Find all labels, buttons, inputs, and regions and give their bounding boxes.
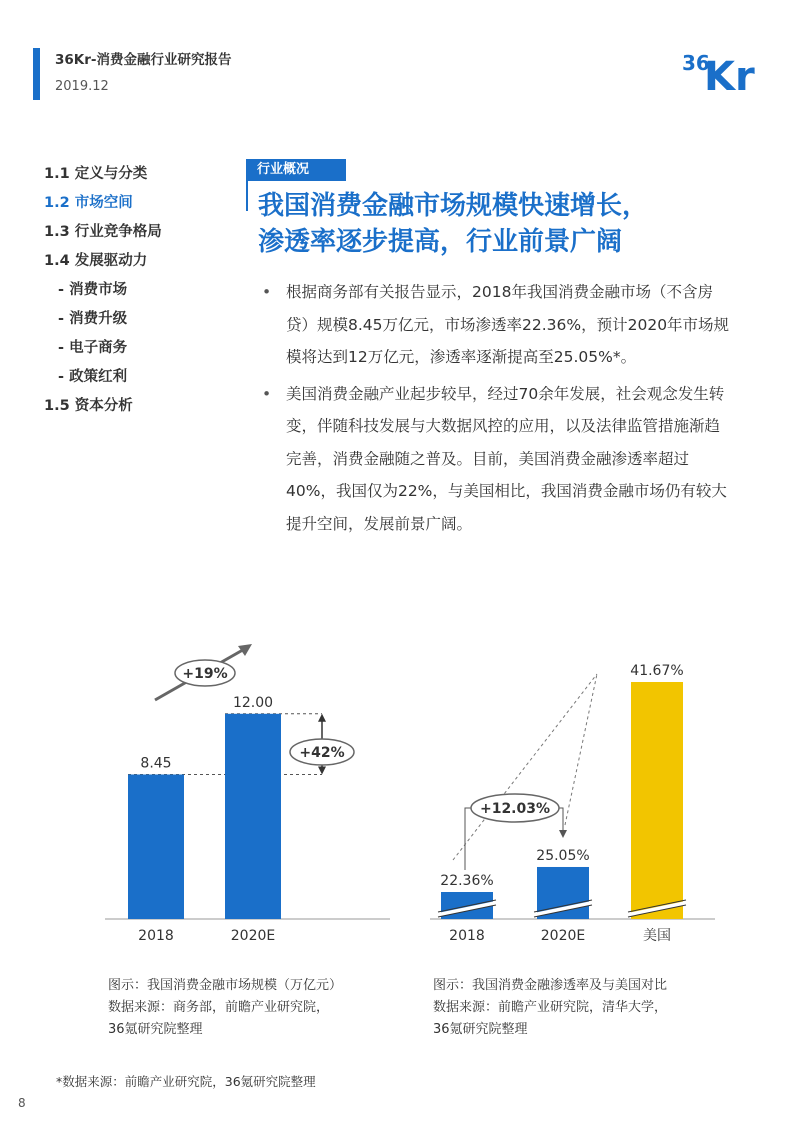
- annotation-growth: +12.03%: [479, 801, 551, 817]
- bar-value-label: 41.67%: [630, 663, 684, 679]
- caption-line: 36氪研究院整理: [433, 1022, 528, 1037]
- toc-item-active[interactable]: 1.2 市场空间: [44, 195, 133, 211]
- bar: [128, 775, 184, 919]
- difference-arrowhead-bottom: [318, 767, 326, 775]
- caption-line: 36氪研究院整理: [108, 1022, 203, 1037]
- footnote: *数据来源：前瞻产业研究院，36氪研究院整理: [56, 1074, 316, 1089]
- caption-line: 图示：我国消费金融市场规模（万亿元）: [108, 978, 343, 993]
- caption-line: 数据来源：商务部，前瞻产业研究院，: [108, 1000, 330, 1015]
- category-label: 美国: [643, 928, 671, 944]
- bracket-arrowhead: [559, 830, 567, 838]
- bullet-list: [262, 276, 732, 544]
- report-date: 2019.12: [55, 79, 109, 94]
- page-number: 8: [18, 1096, 26, 1110]
- bar: [631, 682, 683, 919]
- bullet-text: 根据商务部有关报告显示，2018年我国消费金融市场（不含房贷）规模8.45万亿元，市场渗透率22.36%，预计2020年市场规模将达到12万亿元，渗透率逐渐提高至25.05%*。: [286, 283, 730, 366]
- left-chart-caption: [108, 975, 342, 1041]
- svg-text:36: 36: [682, 51, 710, 75]
- trend-dashed-line: [453, 674, 597, 860]
- svg-text:Kr: Kr: [704, 54, 755, 96]
- header-accent-bar: [33, 48, 40, 100]
- category-label: 2018: [138, 928, 174, 944]
- bullet-dot: •: [262, 384, 272, 403]
- toc-subitem[interactable]: - 电子商务: [58, 340, 128, 356]
- bar-value-label: 25.05%: [536, 847, 590, 864]
- 36kr-logo: [680, 40, 770, 96]
- section-tag: 行业概况: [248, 159, 346, 181]
- category-label: 2018: [449, 928, 485, 944]
- bullet-item: [262, 276, 732, 374]
- toc-subitem[interactable]: - 政策红利: [58, 369, 128, 385]
- annotation-growth-left: +19%: [182, 666, 228, 682]
- headline: [258, 188, 748, 260]
- toc-subitem[interactable]: - 消费升级: [58, 311, 128, 327]
- headline-line-1: 我国消费金融市场规模快速增长，: [258, 191, 649, 221]
- category-label: 2020E: [540, 928, 586, 944]
- right-chart-caption: [433, 975, 667, 1041]
- penetration-rate-chart: [425, 630, 725, 950]
- bullet-text: 美国消费金融产业起步较早，经过70余年发展，社会观念发生转变，伴随科技发展与大数据风控的应用，以及法律监管措施渐趋完善，消费金融随之普及。目前，美国消费金融渗透率超过40%，我国仅为22%，与美国相比，我国消费金融市场仍有较大提升空间，发展前景广阔。: [286, 384, 727, 533]
- bullet-item: [262, 378, 732, 541]
- caption-line: 数据来源：前瞻产业研究院，清华大学，: [433, 1000, 668, 1015]
- bullet-dot: •: [262, 283, 272, 301]
- toc-subitem[interactable]: - 消费市场: [58, 282, 128, 298]
- category-label: 2020E: [230, 928, 276, 944]
- trend-dashed-line: [565, 674, 597, 825]
- difference-arrowhead-top: [318, 714, 326, 722]
- bar-value-label: 22.36%: [440, 873, 494, 889]
- bar: [225, 714, 281, 919]
- bar-value-label: 12.00: [232, 694, 274, 711]
- comparison-bracket: [465, 808, 477, 870]
- bar-value-label: 8.45: [140, 755, 172, 772]
- report-title: 36Kr-消费金融行业研究报告: [55, 52, 232, 68]
- toc-item[interactable]: 1.3 行业竞争格局: [44, 224, 162, 240]
- headline-line-2: 渗透率逐步提高，行业前景广阔: [258, 227, 623, 257]
- toc-item[interactable]: 1.1 定义与分类: [44, 166, 148, 182]
- annotation-growth-right: +42%: [299, 745, 345, 761]
- toc-item[interactable]: 1.4 发展驱动力: [44, 253, 148, 269]
- market-size-chart: [100, 630, 400, 950]
- toc-item[interactable]: 1.5 资本分析: [44, 398, 133, 414]
- caption-line: 图示：我国消费金融渗透率及与美国对比: [433, 978, 668, 993]
